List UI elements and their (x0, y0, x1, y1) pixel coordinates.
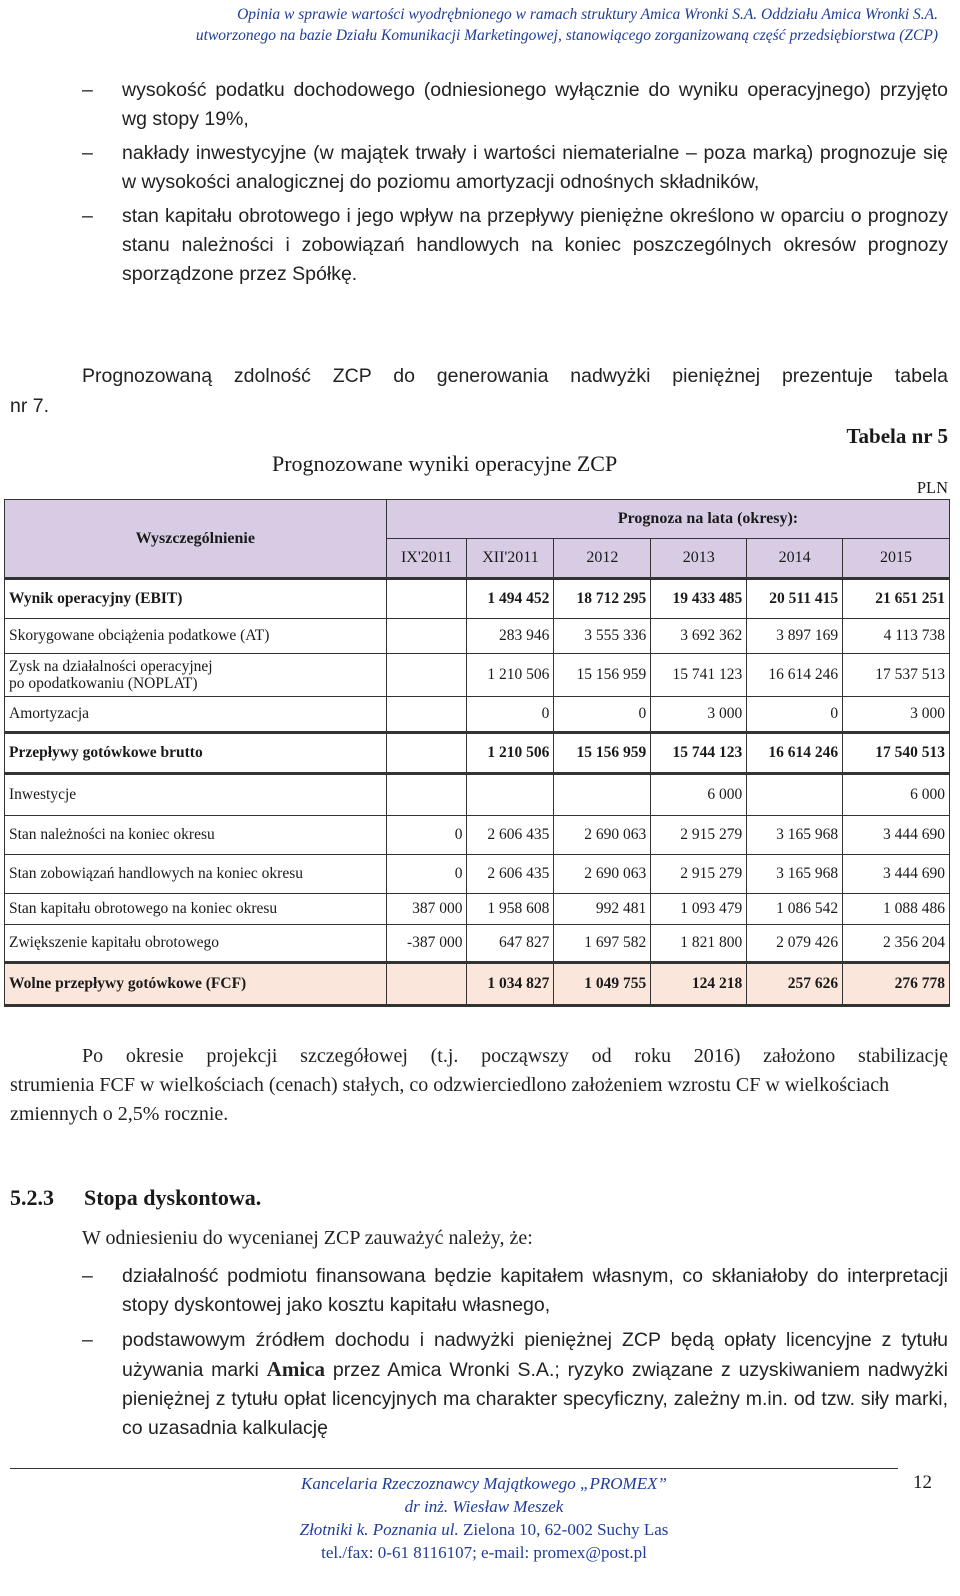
table-cell: 3 897 169 (747, 619, 843, 654)
section-number: 5.2.3 (10, 1185, 54, 1210)
footer-line-2: dr inż. Wiesław Meszek (404, 1497, 564, 1516)
table-cell: 1 210 506 (467, 654, 554, 697)
page-footer (184, 1472, 784, 1564)
table-cell: 647 827 (467, 925, 554, 963)
bullet-item (82, 1262, 948, 1320)
brand-name: Amica (266, 1357, 325, 1381)
section-title: Stopa dyskontowa. (84, 1185, 262, 1210)
table-cell: 0 (386, 855, 467, 894)
table-cell: 3 000 (651, 697, 747, 733)
row-label: Zwiększenie kapitału obrotowego (5, 925, 387, 963)
forecast-table (4, 499, 950, 1007)
table-cell: 2 915 279 (651, 855, 747, 894)
table-cell: 2 356 204 (843, 925, 950, 963)
column-header-forecast: Prognoza na lata (okresy): (467, 500, 950, 539)
bullet-item (82, 202, 948, 289)
table-cell (386, 963, 467, 1006)
table-cell: 2 079 426 (747, 925, 843, 963)
table-cell: 2 606 435 (467, 855, 554, 894)
bullet-text: działalność podmiotu finansowana będzie kapitałem własnym, co skłaniałoby do interpretacji stopy dyskontowej jako kosztu kapitału własnego, (122, 1265, 948, 1316)
table-cell (386, 697, 467, 733)
table-cell: 1 049 755 (554, 963, 651, 1006)
period-header: 2013 (651, 539, 747, 579)
bullet-text-after: przez Amica Wronki S.A.; ryzyko związane z uzyskiwaniem nadwyżki pieniężnej z tytułu opłat licencyjnych ma charakter specyficzny, zależny m.in. od tzw. siły marki, co uzasadnia kalkulację (122, 1359, 948, 1439)
bullet-text: nakłady inwestycyjne (w majątek trwały i wartości niematerialne – poza marką) prognozuje się w wysokości analogicznej do poziomu amortyzacji odnośnych składników, (122, 142, 948, 193)
table-cell: 0 (386, 816, 467, 855)
row-label-line-2: po opodatkowaniu (NOPLAT) (9, 675, 198, 692)
table-cell: 18 712 295 (554, 579, 651, 619)
table-cell: 3 692 362 (651, 619, 747, 654)
table-row-working-capital (5, 894, 950, 925)
column-header-description: Wyszczególnienie (5, 500, 387, 579)
table-cell: 6 000 (651, 774, 747, 816)
header-empty-cell (386, 500, 467, 539)
bullet-dash: – (82, 79, 93, 101)
table-title: Prognozowane wyniki operacyjne ZCP (272, 451, 618, 476)
table-cell: 1 093 479 (651, 894, 747, 925)
bullet-dash: – (82, 205, 93, 227)
table-cell: 19 433 485 (651, 579, 747, 619)
table-cell: 3 000 (843, 697, 950, 733)
table-row-investments (5, 774, 950, 816)
table-cell: -387 000 (386, 925, 467, 963)
table-cell: 3 165 968 (747, 816, 843, 855)
footer-line-4: tel./fax: 0-61 8116107; e-mail: promex@post.pl (321, 1543, 647, 1562)
table-cell: 6 000 (843, 774, 950, 816)
bullet-list-top (82, 76, 948, 294)
table-unit: PLN (916, 478, 948, 497)
page-header (196, 4, 938, 46)
table-cell: 1 086 542 (747, 894, 843, 925)
table-row-working-capital-increase (5, 925, 950, 963)
table-cell (386, 579, 467, 619)
projection-rest: strumienia FCF w wielkościach (cenach) stałych, co odzwierciedlono założeniem wzrostu CF w wielkościach zmiennych o 2,5% rocznie. (10, 1074, 890, 1125)
projection-paragraph (10, 1042, 948, 1129)
table-cell: 2 690 063 (554, 855, 651, 894)
table-row-ebit (5, 579, 950, 619)
table-cell: 3 444 690 (843, 816, 950, 855)
table-cell: 3 555 336 (554, 619, 651, 654)
table-row-fcf (5, 963, 950, 1006)
table-cell: 0 (467, 697, 554, 733)
bullet-item (82, 139, 948, 197)
table-cell: 992 481 (554, 894, 651, 925)
row-label: Stan należności na koniec okresu (5, 816, 387, 855)
bullet-text-before: podstawowym źródłem dochodu i nadwyżki pieniężnej ZCP będą opłaty licencyjne z tytułu używania marki (122, 1329, 948, 1381)
table-cell: 0 (747, 697, 843, 733)
table-cell: 387 000 (386, 894, 467, 925)
table-row-noplat (5, 654, 950, 697)
table-cell: 17 537 513 (843, 654, 950, 697)
bullet-list-bottom (82, 1262, 948, 1449)
table-cell: 2 606 435 (467, 816, 554, 855)
row-label-line-1: Zysk na działalności operacyjnej (9, 658, 213, 675)
table-row-gross-cashflow (5, 733, 950, 774)
bullet-dash: – (82, 142, 93, 164)
table-cell: 1 494 452 (467, 579, 554, 619)
table-cell (386, 619, 467, 654)
row-label: Amortyzacja (5, 697, 387, 733)
page-number: 12 (913, 1472, 932, 1493)
period-header: 2015 (843, 539, 950, 579)
header-line-2: utworzonego na bazie Działu Komunikacji Marketingowej, stanowiącego zorganizowaną część przedsiębiorstwa (ZCP) (195, 27, 938, 44)
intro-line-2: nr 7. (10, 395, 50, 417)
row-label: Przepływy gotówkowe brutto (5, 733, 387, 774)
table-cell: 1 210 506 (467, 733, 554, 774)
period-header: XII'2011 (467, 539, 554, 579)
table-cell: 20 511 415 (747, 579, 843, 619)
table-cell (747, 774, 843, 816)
table-cell (386, 654, 467, 697)
table-cell: 16 614 246 (747, 654, 843, 697)
table-cell (554, 774, 651, 816)
row-label: Wynik operacyjny (EBIT) (5, 579, 387, 619)
table-cell: 0 (554, 697, 651, 733)
row-label: Inwestycje (5, 774, 387, 816)
table-row-tax (5, 619, 950, 654)
table-cell: 1 088 486 (843, 894, 950, 925)
table-cell: 15 744 123 (651, 733, 747, 774)
table-row-depreciation (5, 697, 950, 733)
footer-divider (10, 1468, 898, 1469)
table-cell: 4 113 738 (843, 619, 950, 654)
period-header: 2012 (554, 539, 651, 579)
intro-paragraph (10, 361, 948, 421)
bullet-text: wysokość podatku dochodowego (odniesionego wyłącznie do wyniku operacyjnego) przyjęto wg stopy 19%, (122, 79, 948, 130)
table-cell: 124 218 (651, 963, 747, 1006)
row-label: Wolne przepływy gotówkowe (FCF) (5, 963, 387, 1006)
table-cell: 1 958 608 (467, 894, 554, 925)
section-heading (10, 1185, 261, 1211)
intro-line-1: Prognozowaną zdolność ZCP do generowania nadwyżki pieniężnej prezentuje tabela (82, 365, 948, 387)
table-cell: 16 614 246 (747, 733, 843, 774)
table-cell: 2 915 279 (651, 816, 747, 855)
table-cell: 1 697 582 (554, 925, 651, 963)
table-cell: 3 165 968 (747, 855, 843, 894)
header-line-1: Opinia w sprawie wartości wyodrębnionego w ramach struktury Amica Wronki S.A. Oddziału Amica Wronki S.A. (237, 6, 938, 23)
table-cell: 17 540 513 (843, 733, 950, 774)
bullet-dash: – (82, 1329, 93, 1351)
footer-line-3 (184, 1518, 784, 1541)
bullet-text: stan kapitału obrotowego i jego wpływ na przepływy pieniężne określono w oparciu o prognozy stanu należności i zobowiązań handlowych na koniec poszczególnych okresów prognozy sporządzone przez Spółkę. (122, 205, 948, 285)
table-cell (386, 774, 467, 816)
table-cell: 257 626 (747, 963, 843, 1006)
table-cell: 15 741 123 (651, 654, 747, 697)
table-cell: 15 156 959 (554, 654, 651, 697)
table-cell: 3 444 690 (843, 855, 950, 894)
period-header: IX'2011 (386, 539, 467, 579)
row-label: Stan zobowiązań handlowych na koniec okresu (5, 855, 387, 894)
table-cell: 283 946 (467, 619, 554, 654)
table-cell: 2 690 063 (554, 816, 651, 855)
table-cell: 1 821 800 (651, 925, 747, 963)
bullet-item (82, 76, 948, 134)
table-cell: 21 651 251 (843, 579, 950, 619)
table-cell: 15 156 959 (554, 733, 651, 774)
row-label: Skorygowane obciążenia podatkowe (AT) (5, 619, 387, 654)
footer-line-3-italic: Złotniki k. Poznania ul. (299, 1520, 459, 1539)
footer-line-3-rest: Zielona 10, 62-002 Suchy Las (458, 1520, 669, 1539)
table-cell (467, 774, 554, 816)
table-row-payables (5, 855, 950, 894)
projection-line-1: Po okresie projekcji szczegółowej (t.j. począwszy od roku 2016) założono stabilizację (82, 1045, 948, 1067)
footer-line-1: Kancelaria Rzeczoznawcy Majątkowego „PROMEX” (301, 1474, 667, 1493)
period-header: 2014 (747, 539, 843, 579)
table-cell: 276 778 (843, 963, 950, 1006)
bullet-dash: – (82, 1265, 93, 1287)
table-row-receivables (5, 816, 950, 855)
bullet-item (82, 1326, 948, 1443)
row-label: Stan kapitału obrotowego na koniec okresu (5, 894, 387, 925)
table-cell (386, 733, 467, 774)
table-cell: 1 034 827 (467, 963, 554, 1006)
table-number: Tabela nr 5 (846, 424, 948, 448)
row-label (5, 654, 387, 697)
discount-intro: W odniesieniu do wycenianej ZCP zauważyć należy, że: (82, 1227, 533, 1249)
